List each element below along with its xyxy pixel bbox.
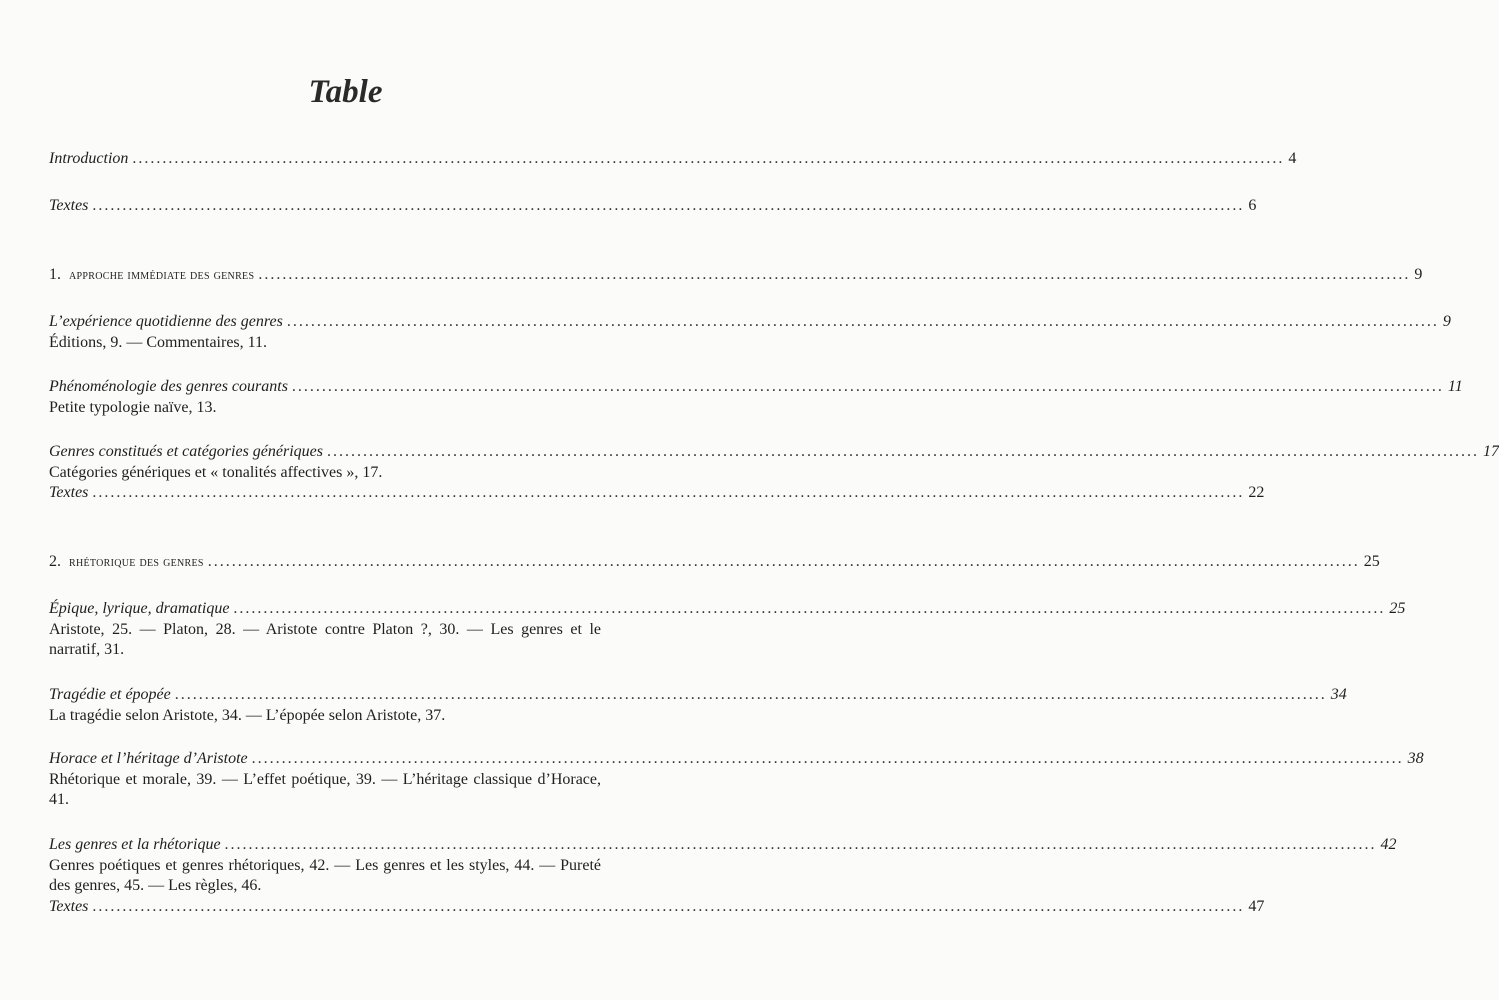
dot-leader: ................................................................................................................................................................................................ (233, 600, 1386, 617)
dot-leader: ................................................................................................................................................................................................ (92, 898, 1245, 915)
dot-leader: ................................................................................................................................................................................................ (92, 484, 1245, 501)
entry-page-number: 4 (1288, 150, 1297, 167)
entry-subsections: Petite typologie naïve, 13. (49, 399, 217, 416)
part-title: rhétorique des genres (69, 555, 204, 570)
entry-label: Épique, lyrique, dramatique (49, 600, 230, 617)
entry-page-number: 6 (1248, 197, 1257, 214)
entry-subsections: La tragédie selon Aristote, 34. — L’épopée selon Aristote, 37. (49, 707, 446, 724)
entry-subsections: Aristote, 25. — Platon, 28. — Aristote contre Platon ?, 30. — Les genres et le narratif, 31. (49, 621, 601, 658)
page-title: Table (308, 74, 383, 110)
entry-label: Horace et l’héritage d’Aristote (49, 750, 248, 767)
toc-part-1[interactable] (49, 264, 1423, 286)
dot-leader: ................................................................................................................................................................................................ (286, 313, 1439, 330)
toc-entry-textes[interactable] (49, 482, 1265, 504)
dot-leader: ................................................................................................................................................................................................ (174, 686, 1327, 703)
entry-label: Textes (49, 197, 89, 214)
toc-entry-phenomenologie[interactable] (49, 376, 1463, 398)
entry-page-number: 25 (1363, 553, 1380, 570)
part-number: 2. (49, 553, 61, 570)
toc-entry-textes[interactable] (49, 195, 1257, 217)
dot-leader: ................................................................................................................................................................................................ (291, 378, 1444, 395)
entry-subsections: Éditions, 9. — Commentaires, 11. (49, 334, 268, 351)
entry-page-number: 17 (1483, 443, 1499, 460)
entry-subsections: Genres poétiques et genres rhétoriques, 42. — Les genres et les styles, 44. — Pureté des genres, 45. — Les règles, 46. (49, 857, 601, 894)
entry-label: Les genres et la rhétorique (49, 836, 221, 853)
dot-leader: ................................................................................................................................................................................................ (251, 750, 1404, 767)
part-title: approche immédiate des genres (69, 268, 255, 283)
dot-leader: ................................................................................................................................................................................................ (224, 836, 1377, 853)
entry-label: Textes (49, 484, 89, 501)
entry-page-number: 34 (1330, 686, 1347, 703)
toc-entry-epique[interactable] (49, 598, 1406, 620)
entry-page-number: 25 (1389, 600, 1406, 617)
entry-page-number: 9 (1442, 313, 1451, 330)
dot-leader: ................................................................................................................................................................................................ (92, 197, 1245, 214)
dot-leader: ................................................................................................................................................................................................ (207, 553, 1360, 570)
toc-entry-rhetorique[interactable] (49, 834, 1397, 856)
entry-page-number: 38 (1407, 750, 1424, 767)
part-number: 1. (49, 266, 61, 283)
toc-part-2[interactable] (49, 551, 1380, 573)
dot-leader: ................................................................................................................................................................................................ (132, 150, 1285, 167)
dot-leader: ................................................................................................................................................................................................ (327, 443, 1480, 460)
entry-label: Phénoménologie des genres courants (49, 378, 288, 395)
toc-entry-horace[interactable] (49, 748, 1424, 770)
toc-entry-experience[interactable] (49, 311, 1451, 333)
toc-entry-introduction[interactable] (49, 148, 1297, 170)
entry-label: Introduction (49, 150, 129, 167)
toc-entry-tragedie[interactable] (49, 684, 1347, 706)
entry-subsections: Rhétorique et morale, 39. — L’effet poétique, 39. — L’héritage classique d’Horace, 41. (49, 771, 601, 808)
entry-page-number: 47 (1248, 898, 1265, 915)
entry-page-number: 9 (1414, 266, 1423, 283)
entry-page-number: 22 (1248, 484, 1265, 501)
dot-leader: ................................................................................................................................................................................................ (258, 266, 1411, 283)
entry-label: Genres constitués et catégories génériques (49, 443, 324, 460)
toc-entry-genres-constitues[interactable] (49, 441, 1499, 463)
entry-label: Tragédie et épopée (49, 686, 171, 703)
entry-label: Textes (49, 898, 89, 915)
entry-subsections: Catégories génériques et « tonalités affectives », 17. (49, 464, 383, 481)
entry-label: L’expérience quotidienne des genres (49, 313, 283, 330)
entry-page-number: 11 (1447, 378, 1463, 395)
toc-entry-textes[interactable] (49, 896, 1265, 918)
entry-page-number: 42 (1380, 836, 1397, 853)
